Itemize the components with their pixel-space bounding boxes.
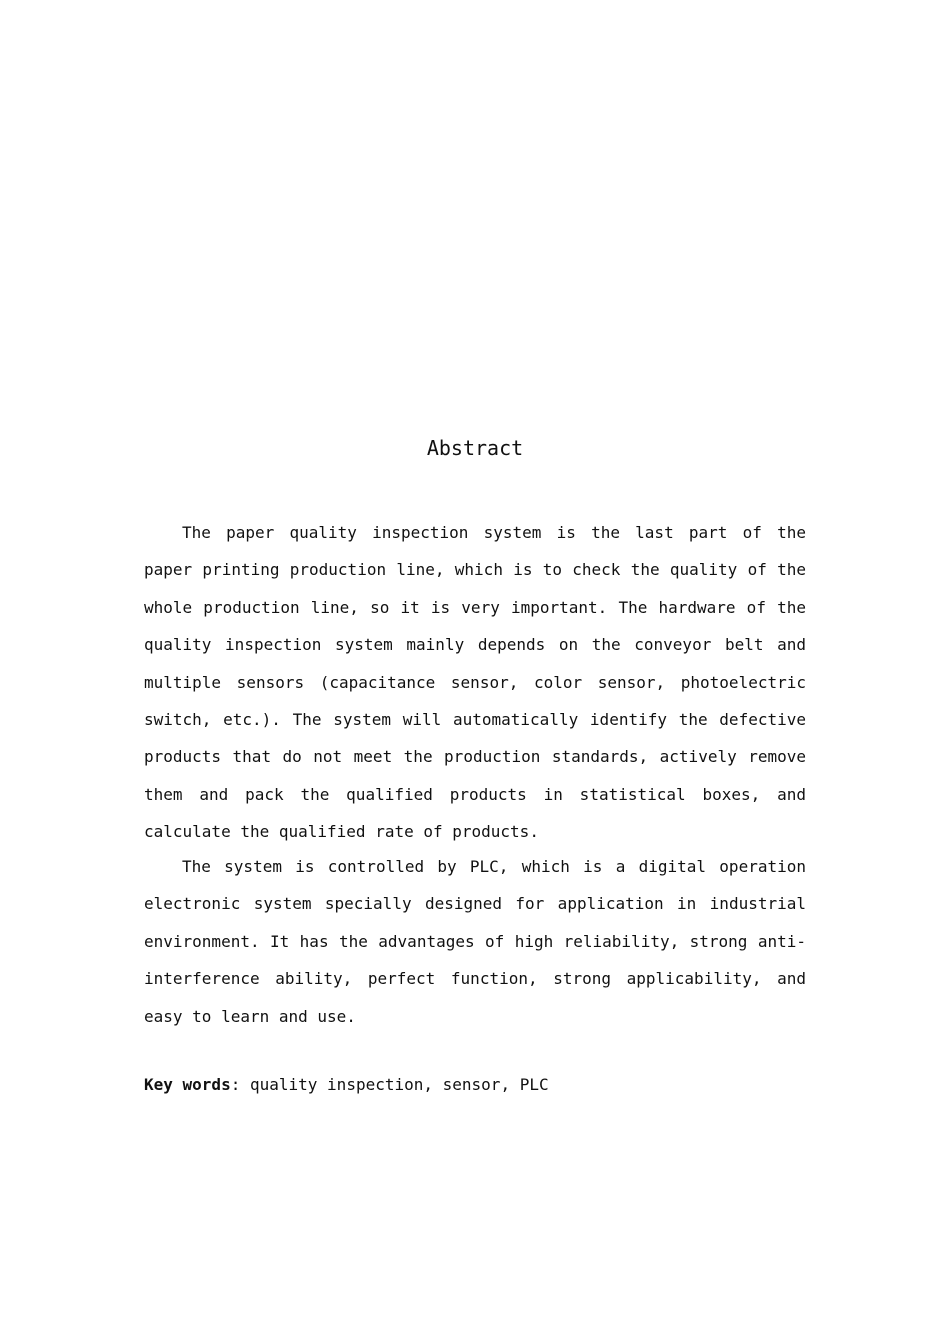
keywords-line [144,1072,549,1098]
keywords-list: quality inspection, sensor, PLC [249,1075,549,1094]
abstract-paragraph-2: The system is controlled by PLC, which is a digital operation electronic system specially designed for application in industrial environment. It has the advantages of high reliability, strong anti-interference ability, perfect function, strong applicability, and easy to learn and use. [144,857,806,1026]
keywords-separator: : [230,1075,241,1094]
abstract-title: Abstract [426,436,524,460]
keywords-label: Key words [144,1075,231,1094]
abstract-paragraph-1: The paper quality inspection system is the last part of the paper printing production line, which is to check the quality of the whole production line, so it is very important. The hardware of the quality inspection system mainly depends on the conveyor belt and multiple sensors (capacitance sensor, color sensor, photoelectric switch, etc.). The system will automatically identify the defective products that do not meet the production standards, actively remove them and pack the qualified products in statistical boxes, and calculate the qualified rate of products. [144,523,806,842]
